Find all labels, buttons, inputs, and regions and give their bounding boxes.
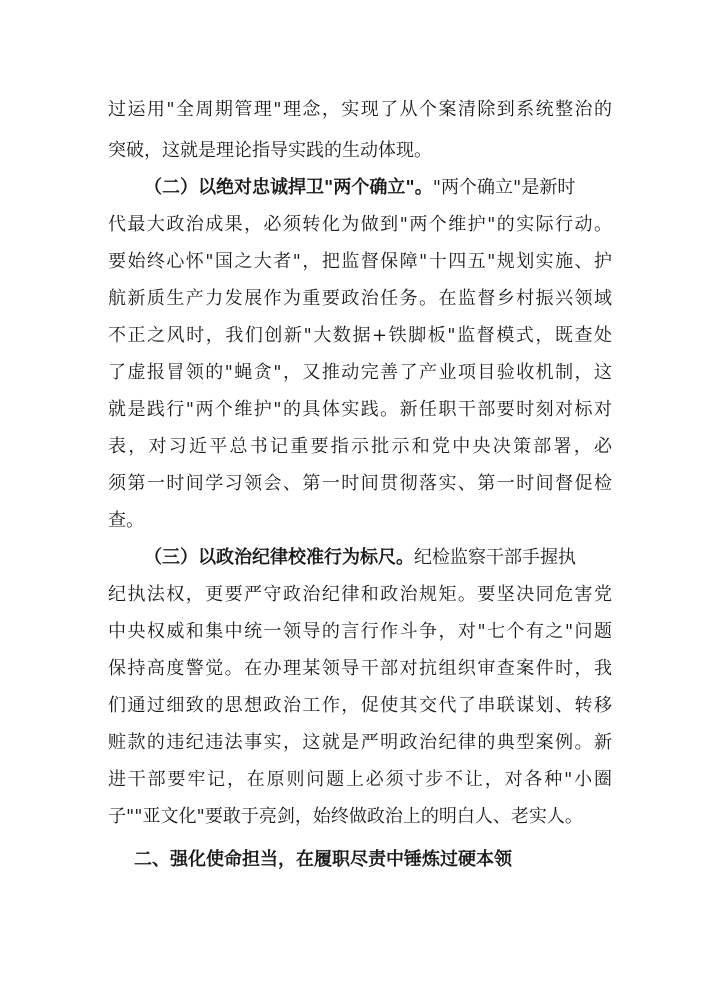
paragraph-line: 了虚报冒领的"蝇贪"，又推动完善了产业项目验收机制，这 [108,362,612,383]
paragraph-line: 中央权威和集中统一领导的言行作斗争，对"七个有之"问题 [108,621,612,642]
paragraph-line: 表，对习近平总书记重要指示批示和党中央决策部署，必 [108,436,612,457]
paragraph-line: 就是践行"两个维护"的具体实践。新任职干部要时刻对标对 [108,399,612,420]
paragraph-text: "两个确立"是新时 [432,177,576,198]
paragraph-line: 进干部要牢记，在原则问题上必须寸步不让，对各种"小圈 [108,769,612,790]
paragraph-line: 查。 [108,510,144,531]
subsection-heading-line [144,176,575,200]
paragraph-line: 保持高度警觉。在办理某领导干部对抗组织审查案件时，我 [108,658,612,679]
paragraph-line: 赃款的违纪违法事实，这就是严明政治纪律的典型案例。新 [108,732,612,753]
paragraph-line: 要始终心怀"国之大者"，把监督保障"十四五"规划实施、护 [108,251,612,272]
paragraph-line: 们通过细致的思想政治工作，促使其交代了串联谋划、转移 [108,695,612,716]
paragraph-line: 突破，这就是理论指导实践的生动体现。 [108,140,432,161]
subsection-heading-line [144,546,576,570]
paragraph-line: 纪执法权，更要严守政治纪律和政治规矩。要坚决同危害党 [108,584,612,605]
section-heading: 二、强化使命担当，在履职尽责中锤炼过硬本领 [134,849,512,870]
paragraph-line: 不正之风时，我们创新"大数据+铁脚板"监督模式，既查处 [108,325,612,346]
paragraph-line: 子""亚文化"要敢于亮剑，始终做政治上的明白人、老实人。 [108,806,583,827]
paragraph-line: 须第一时间学习领会、第一时间贯彻落实、第一时间督促检 [108,473,612,494]
paragraph-line: 代最大政治成果，必须转化为做到"两个维护"的实际行动。 [108,214,612,235]
subsection-heading: （二）以绝对忠诚捍卫"两个确立"。 [144,177,433,198]
paragraph-line: 过运用"全周期管理"理念，实现了从个案清除到系统整治的 [108,99,612,120]
paragraph-text: 纪检监察干部手握执 [414,547,576,568]
subsection-heading: （三）以政治纪律校准行为标尺。 [144,547,414,568]
paragraph-line: 航新质生产力发展作为重要政治任务。在监督乡村振兴领域 [108,288,612,309]
